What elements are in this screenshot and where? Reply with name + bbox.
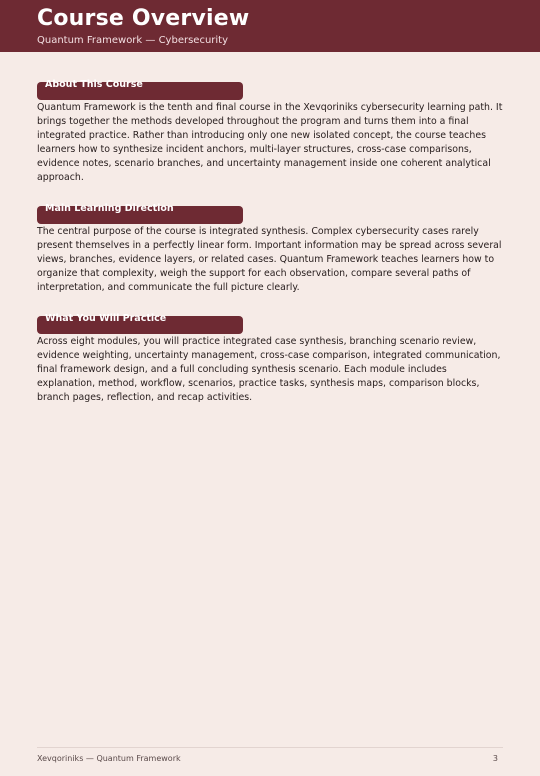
page-subtitle: Quantum Framework — Cybersecurity <box>37 35 229 46</box>
section-body-about: Quantum Framework is the tenth and final course in the Xevqoriniks cybersecurity learning path. It brings together the methods developed throughout the program and turns them into a final integrated practice. Rather than introducing only one new isolated concept, the course teaches learners how to synthesize incident anchors, multi-layer structures, cross-case comparisons, evidence notes, scenario branches, and uncertainty management inside one coherent analytical approach. <box>37 102 503 183</box>
page-title: Course Overview <box>37 6 250 31</box>
footer-course-name: Xevqoriniks — Quantum Framework <box>37 754 181 763</box>
section-heading-direction <box>37 203 243 224</box>
section-heading-label: About This Course <box>45 79 143 90</box>
section-heading-about <box>37 79 243 100</box>
section-heading-label: What You Will Practice <box>45 313 167 324</box>
section-body-practice: Across eight modules, you will practice integrated case synthesis, branching scenario review, evidence weighting, uncertainty management, cross-case comparison, integrated communication, final framework design, and a full concluding synthesis scenario. Each module includes explanation, method, workflow, scenarios, practice tasks, synthesis maps, comparison blocks, branch pages, reflection, and recap activities. <box>37 336 501 403</box>
page-header <box>0 0 540 52</box>
footer-divider <box>37 747 503 748</box>
section-heading-practice <box>37 313 243 334</box>
page-number: 3 <box>492 754 498 763</box>
section-body-direction: The central purpose of the course is integrated synthesis. Complex cybersecurity cases rarely present themselves in a perfectly linear form. Important information may be spread across several views, branches, evidence layers, or related cases. Quantum Framework teaches learners how to organize that complexity, weigh the support for each observation, compare several paths of interpretation, and communicate the full picture clearly. <box>37 226 502 293</box>
section-heading-label: Main Learning Direction <box>45 203 174 214</box>
